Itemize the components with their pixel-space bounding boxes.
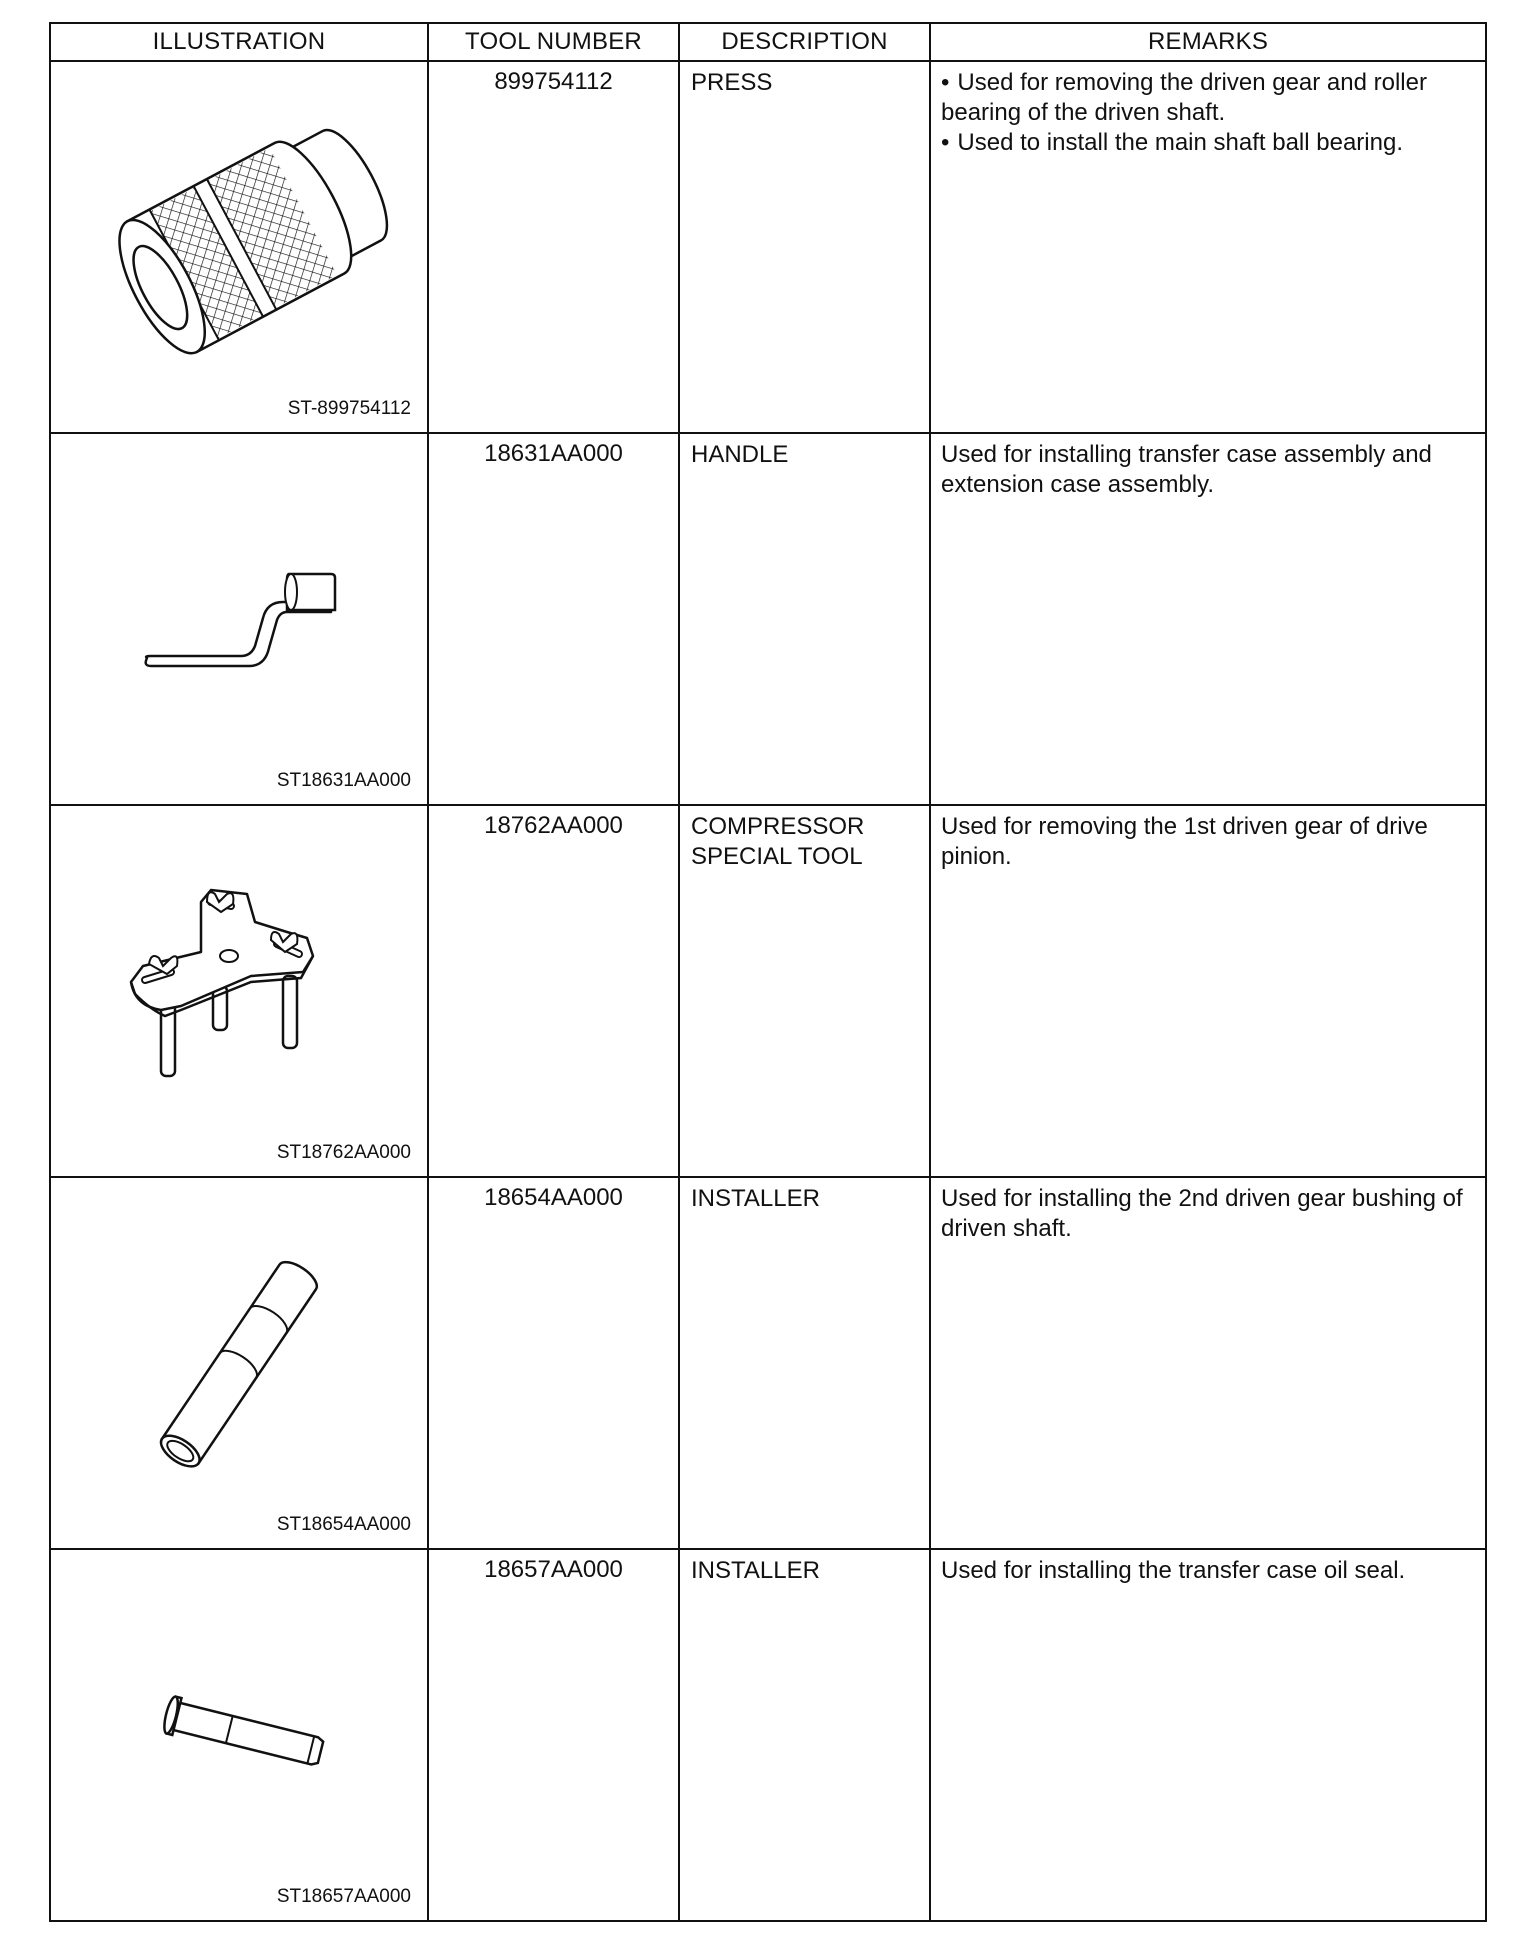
description-cell: INSTALLER <box>679 1549 930 1921</box>
tool-number-cell: 18631AA000 <box>428 433 679 805</box>
installer-tube-icon <box>51 1178 429 1542</box>
illustration-code: ST18762AA000 <box>276 1142 411 1163</box>
table-row <box>50 433 1486 805</box>
illustration-cell <box>50 1177 428 1549</box>
tool-number-cell: 899754112 <box>428 61 679 433</box>
compressor-tool-icon <box>51 806 429 1170</box>
description-cell: INSTALLER <box>679 1177 930 1549</box>
tool-number-cell: 18657AA000 <box>428 1549 679 1921</box>
illustration-cell <box>50 805 428 1177</box>
table-row <box>50 1549 1486 1921</box>
remarks-list <box>941 68 1475 158</box>
table-row <box>50 805 1486 1177</box>
remarks-cell: Used for removing the 1st driven gear of drive pinion. <box>930 805 1486 1177</box>
illustration-code: ST18654AA000 <box>276 1514 411 1535</box>
table-header-row <box>50 23 1486 61</box>
installer-sleeve-icon <box>51 1550 429 1914</box>
illustration-cell <box>50 61 428 433</box>
header-remarks: REMARKS <box>930 23 1486 61</box>
illustration-code: ST18657AA000 <box>276 1886 411 1907</box>
tool-number-cell: 18762AA000 <box>428 805 679 1177</box>
remarks-cell: Used for installing transfer case assembly and extension case assembly. <box>930 433 1486 805</box>
illustration-code: ST-899754112 <box>287 398 411 419</box>
description-cell: PRESS <box>679 61 930 433</box>
illustration-code: ST18631AA000 <box>276 770 411 791</box>
press-tool-icon <box>51 62 429 426</box>
header-illustration: ILLUSTRATION <box>50 23 428 61</box>
illustration-cell <box>50 433 428 805</box>
remarks-bullet: • Used for removing the driven gear and roller bearing of the driven shaft. <box>941 69 1427 126</box>
special-tools-table <box>49 22 1487 1922</box>
tool-number-cell: 18654AA000 <box>428 1177 679 1549</box>
description-cell: HANDLE <box>679 433 930 805</box>
header-tool-number: TOOL NUMBER <box>428 23 679 61</box>
illustration-cell <box>50 1549 428 1921</box>
remarks-cell <box>930 61 1486 433</box>
table-row <box>50 61 1486 433</box>
header-description: DESCRIPTION <box>679 23 930 61</box>
description-cell: COMPRESSOR SPECIAL TOOL <box>679 805 930 1177</box>
table-row <box>50 1177 1486 1549</box>
handle-tool-icon <box>51 434 429 798</box>
remarks-cell: Used for installing the transfer case oil seal. <box>930 1549 1486 1921</box>
remarks-bullet: • Used to install the main shaft ball bearing. <box>941 129 1403 156</box>
remarks-cell: Used for installing the 2nd driven gear bushing of driven shaft. <box>930 1177 1486 1549</box>
